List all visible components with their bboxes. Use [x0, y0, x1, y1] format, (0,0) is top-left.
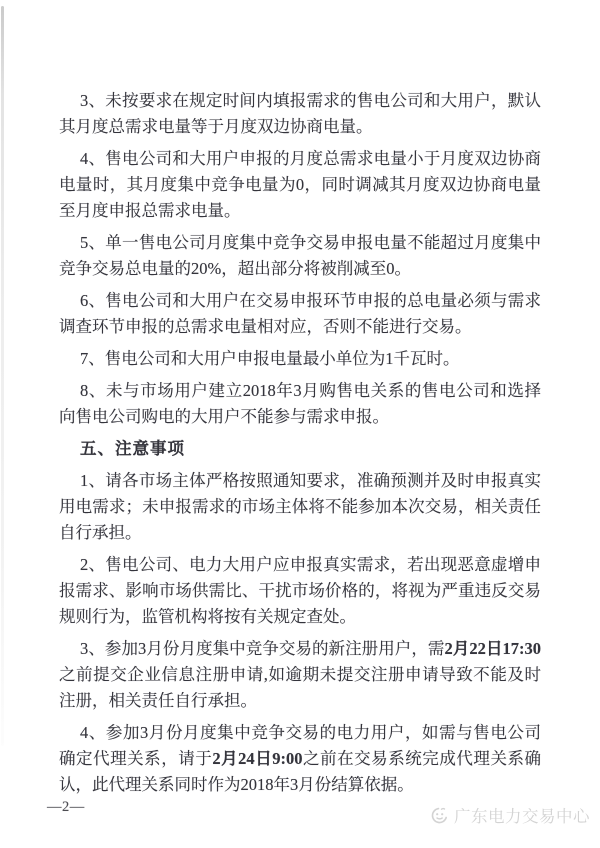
text-run: 之前在交易系统完成代理关系确认，此代理关系同时作为2018年3月份结算依据。: [59, 749, 542, 794]
watermark-text: 广东电力交易中心: [454, 807, 590, 826]
notice-paragraph: [59, 88, 541, 140]
text-run: 五、注意事项: [80, 439, 185, 458]
notice-paragraph: [59, 468, 541, 546]
notice-paragraph: [59, 146, 541, 224]
notice-paragraph: [59, 636, 541, 714]
notice-paragraph: [59, 720, 541, 798]
text-run: 3、参加3月份月度集中竞争交易的新注册用户，需: [80, 639, 445, 658]
notice-paragraph: [59, 346, 541, 372]
notice-paragraph: [59, 552, 541, 630]
text-run: 1、请各市场主体严格按照通知要求，准确预测并及时申报真实用电需求；未申报需求的市场主体将不能参加本次交易，相关责任自行承担。: [59, 471, 541, 542]
power-exchange-logo-icon: [429, 805, 450, 826]
text-run: 4、售电公司和大用户申报的月度总需求电量小于月度双边协商电量时，其月度集中竞争电量为0，同时调减其月度双边协商电量至月度申报总需求电量。: [59, 149, 541, 220]
text-run: 2、售电公司、电力大用户应申报真实需求，若出现恶意虚增申报需求、影响市场供需比、干扰市场价格的，将视为严重违反交易规则行为，监管机构将按有关规定查处。: [59, 555, 541, 626]
scan-edge-shadow: [1, 6, 4, 746]
text-run: 7、售电公司和大用户申报电量最小单位为1千瓦时。: [80, 349, 460, 368]
text-run: 4、参加3月份月度集中竞争交易的电力用户，如需与售电公司确定代理关系，请于: [59, 723, 541, 768]
notice-paragraph: [59, 230, 541, 282]
text-run: 3、未按要求在规定时间内填报需求的售电公司和大用户，默认其月度总需求电量等于月度双边协商电量。: [59, 91, 541, 136]
watermark: [429, 803, 590, 827]
document-body: [59, 88, 541, 804]
emphasized-text-run: 2月24日9:00: [212, 749, 303, 768]
section-heading: [59, 436, 541, 462]
notice-paragraph: [59, 288, 541, 340]
notice-paragraph: [59, 378, 541, 430]
text-run: 5、单一售电公司月度集中竞争交易申报电量不能超过月度集中竞争交易总电量的20%，超出部分将被削减至0。: [59, 233, 541, 278]
text-run: 8、未与市场用户建立2018年3月购售电关系的售电公司和选择向售电公司购电的大用户不能参与需求申报。: [59, 381, 541, 426]
text-run: 6、售电公司和大用户在交易申报环节申报的总电量必须与需求调查环节申报的总需求电量相对应，否则不能进行交易。: [59, 291, 541, 336]
text-run: 之前提交企业信息注册申请,如逾期未提交注册申请导致不能及时注册，相关责任自行承担。: [59, 665, 541, 710]
page-number: —2—: [47, 799, 85, 815]
emphasized-text-run: 2月22日17:30: [444, 639, 542, 658]
